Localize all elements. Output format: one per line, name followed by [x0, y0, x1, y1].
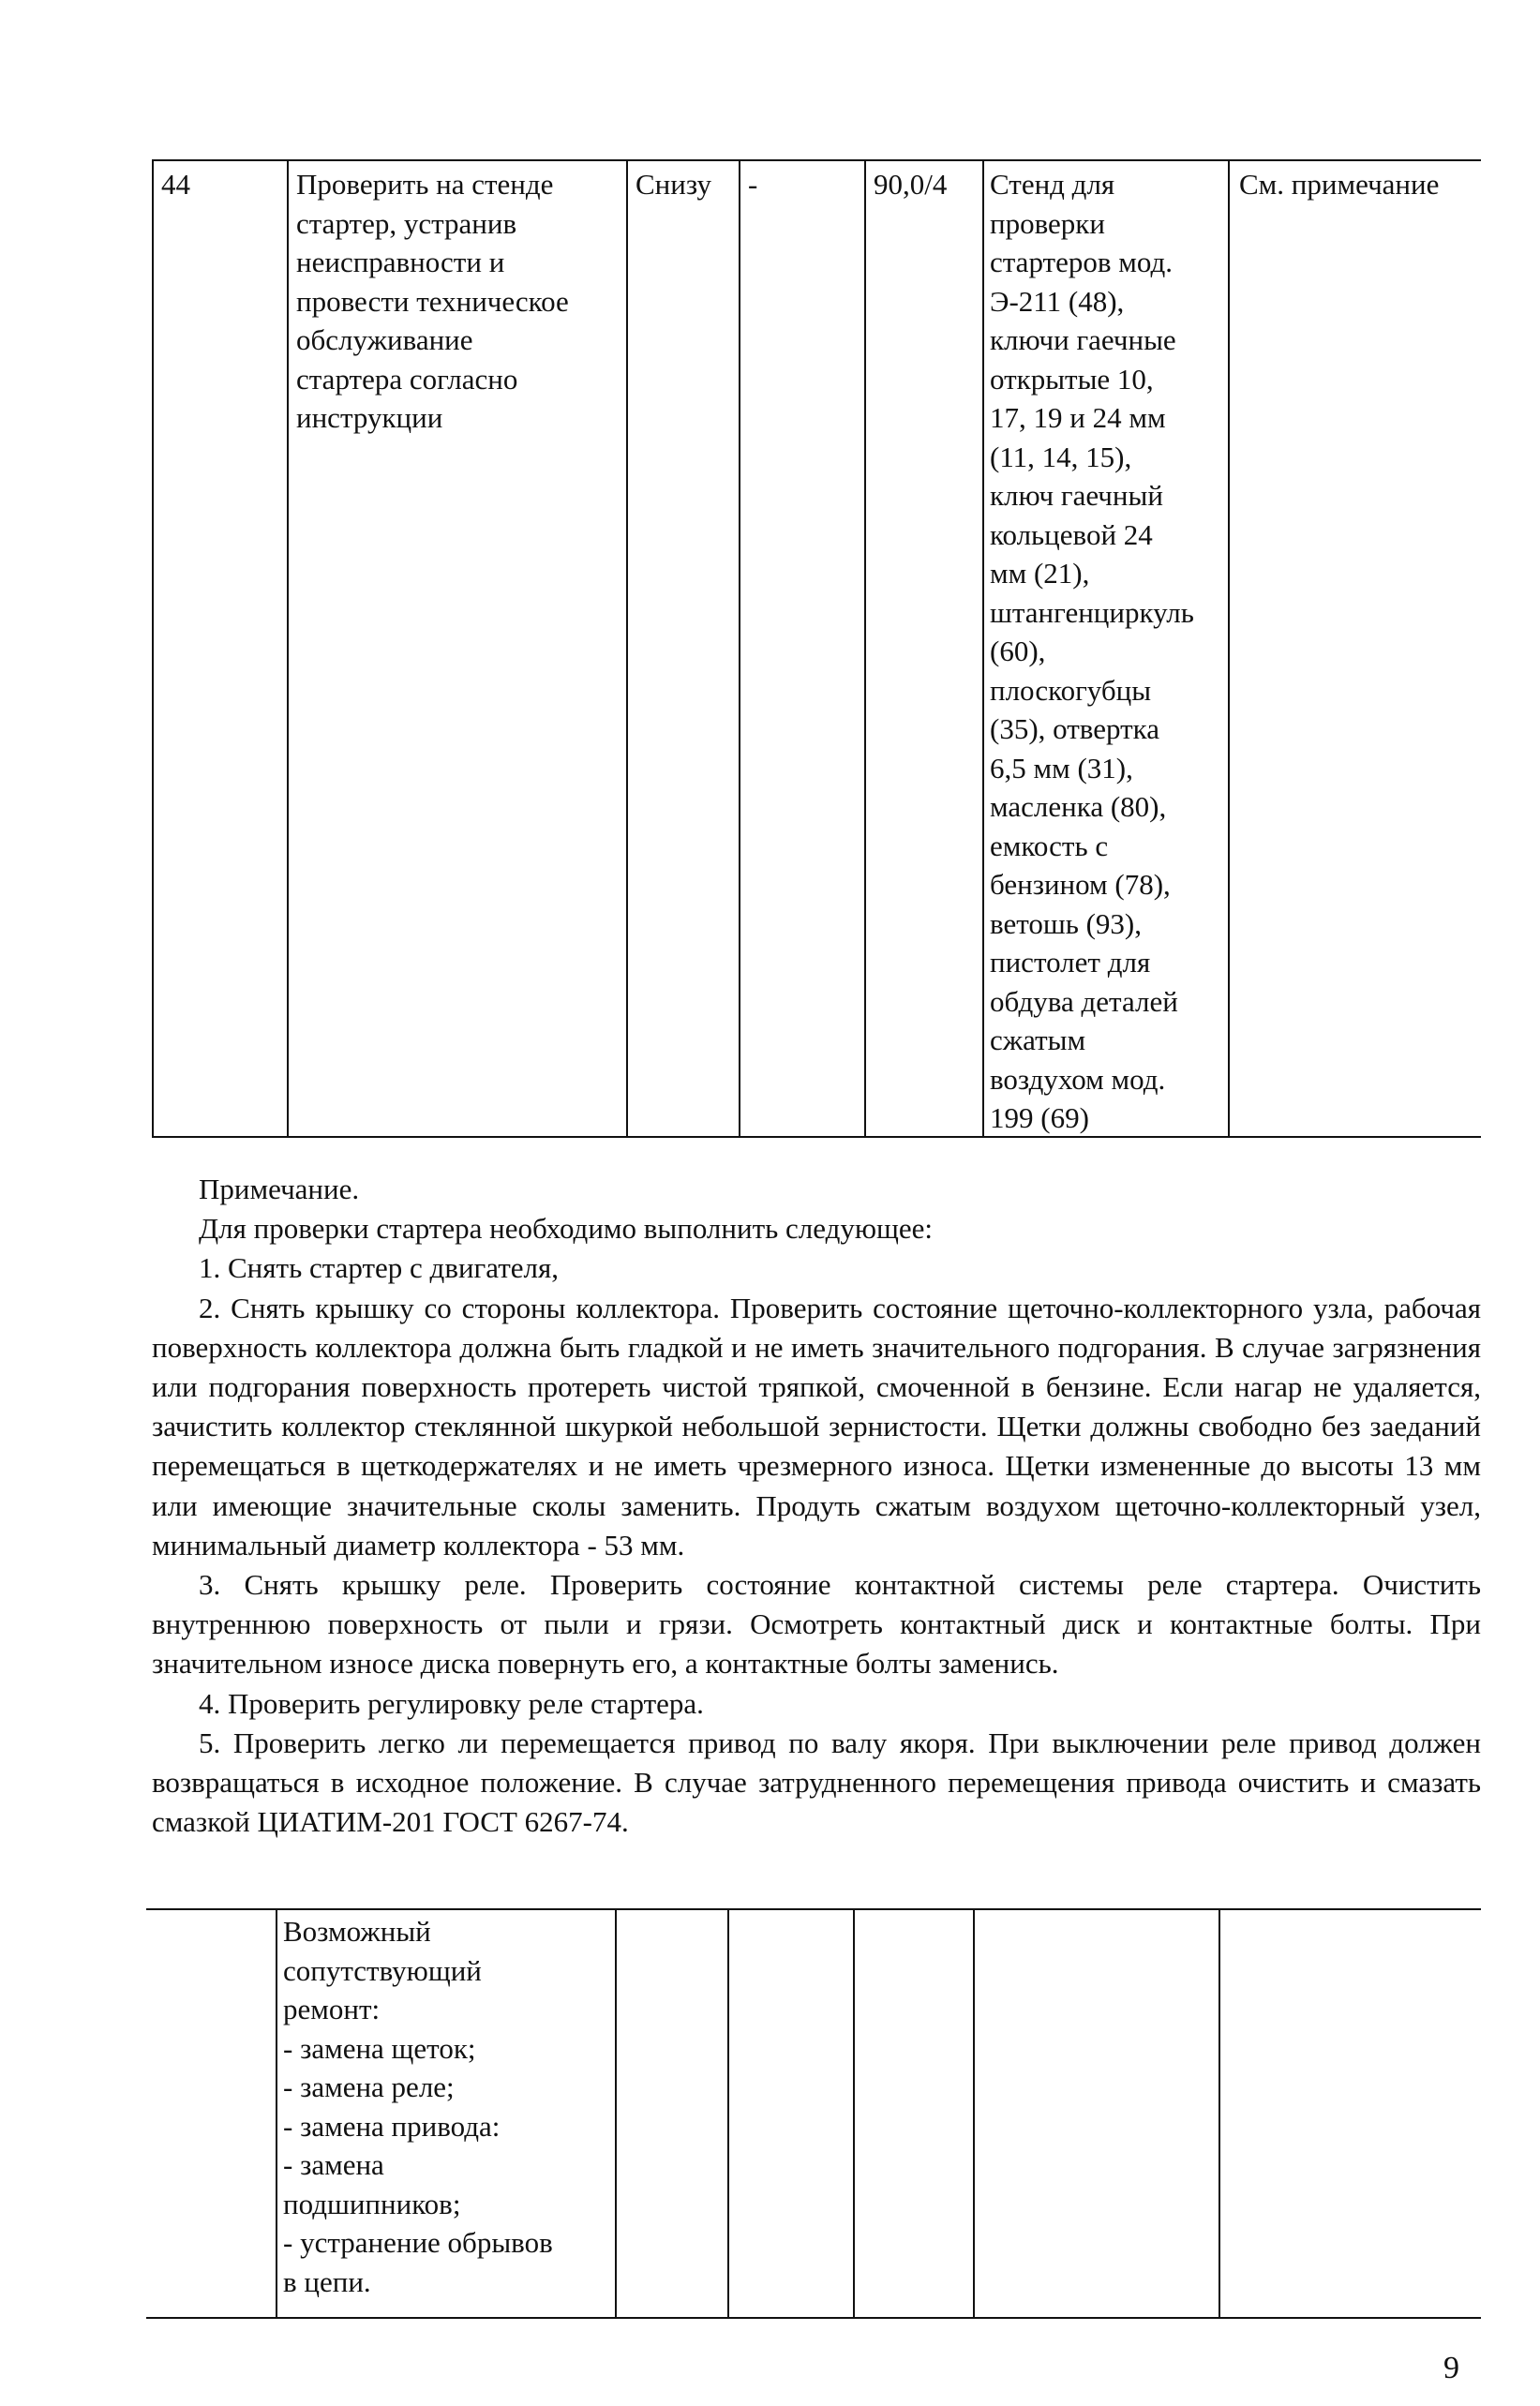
repair-line: - замена щеток;: [283, 2031, 476, 2065]
repair-line: - устранение обрывов: [283, 2226, 553, 2259]
note-item-4: 4. Проверить регулировку реле стартера.: [199, 1686, 704, 1720]
repair-line: - замена привода:: [283, 2109, 501, 2143]
cell-related-repair: [276, 1910, 615, 2317]
work-table-bottom: [146, 1908, 1481, 2319]
note-item-3: 3. Снять крышку реле. Проверить состояние контактной системы реле стартера. Очистить внутреннюю поверхность от пыли и грязи. Осмотреть контактный диск и контактные болты. При значительном износе диска повернуть его, а контактные болты заменись.: [152, 1568, 1481, 1681]
cell-position: Снизу: [626, 161, 739, 1136]
repair-line: подшипников;: [283, 2187, 461, 2220]
cell-empty-1: [146, 1910, 276, 2317]
note-title: Примечание.: [199, 1173, 360, 1205]
cell-empty-4: [727, 1910, 853, 2317]
note-section: [152, 1170, 1481, 1842]
cell-remarks: См. примечание: [1239, 168, 1440, 201]
cell-empty-6: [973, 1910, 1219, 2317]
note-item-5: 5. Проверить легко ли перемещается привод по валу якоря. При выключении реле привод должен возвращаться в исходное положение. В случае затрудненного перемещения привода очистить и смазать смазкой ЦИАТИМ-201 ГОСТ 6267-74.: [152, 1726, 1481, 1839]
cell-empty-7: [1219, 1910, 1481, 2317]
repair-line: - замена: [283, 2148, 384, 2181]
repair-line: сопутствующий: [283, 1953, 482, 1987]
note-item-1: 1. Снять стартер с двигателя,: [199, 1251, 560, 1285]
repair-line: Возможный: [283, 1915, 431, 1948]
repair-line: ремонт:: [283, 1993, 381, 2025]
cell-empty-3: [615, 1910, 727, 2317]
note-intro: Для проверки стартера необходимо выполнить следующее:: [199, 1212, 934, 1246]
cell-operation: Проверить на стенде стартер, устранив неисправности и провести техническое обслуживание стартера согласно инструкции: [287, 161, 626, 1136]
cell-time: 90,0/4: [864, 161, 982, 1136]
cell-count: -: [739, 161, 864, 1136]
repair-line: в цепи.: [283, 2264, 371, 2298]
note-item-2: 2. Снять крышку со стороны коллектора. Проверить состояние щеточно-коллекторного узла, рабочая поверхность коллектора должна быть гладкой и не иметь значительного подгорания. В случае загрязнения или подгорания поверхность протереть чистой тряпкой, смоченной в бензине. Если нагар не удаляется, зачистить коллектор стеклянной шкуркой небольшой зернистости. Щетки должны свободно без заеданий перемещаться в щеткодержателях и не иметь чрезмерного износа. Щетки измененные до высоты 13 мм или имеющие значительные сколы заменить. Продуть сжатым воздухом щеточно-коллекторный узел, минимальный диаметр коллектора - 53 мм.: [152, 1291, 1481, 1562]
cell-equipment: Стенд для проверки стартеров мод. Э-211 (48), ключи гаечные открытые 10, 17, 19 и 24 мм (11, 14, 15), ключ гаечный кольцевой 24 мм (21), штангенциркуль (60), плоскогубцы (35), отвертка 6,5 мм (31), масленка (80), емкость с бензином (78), ветошь (93), пистолет для обдува деталей сжатым воздухом мод. 199 (69): [982, 161, 1230, 1136]
repair-line: - замена реле;: [283, 2070, 455, 2103]
cell-number: 44: [152, 161, 287, 1136]
work-table-top: [152, 159, 1481, 1138]
cell-empty-5: [853, 1910, 973, 2317]
page-number: 9: [1443, 2351, 1459, 2385]
